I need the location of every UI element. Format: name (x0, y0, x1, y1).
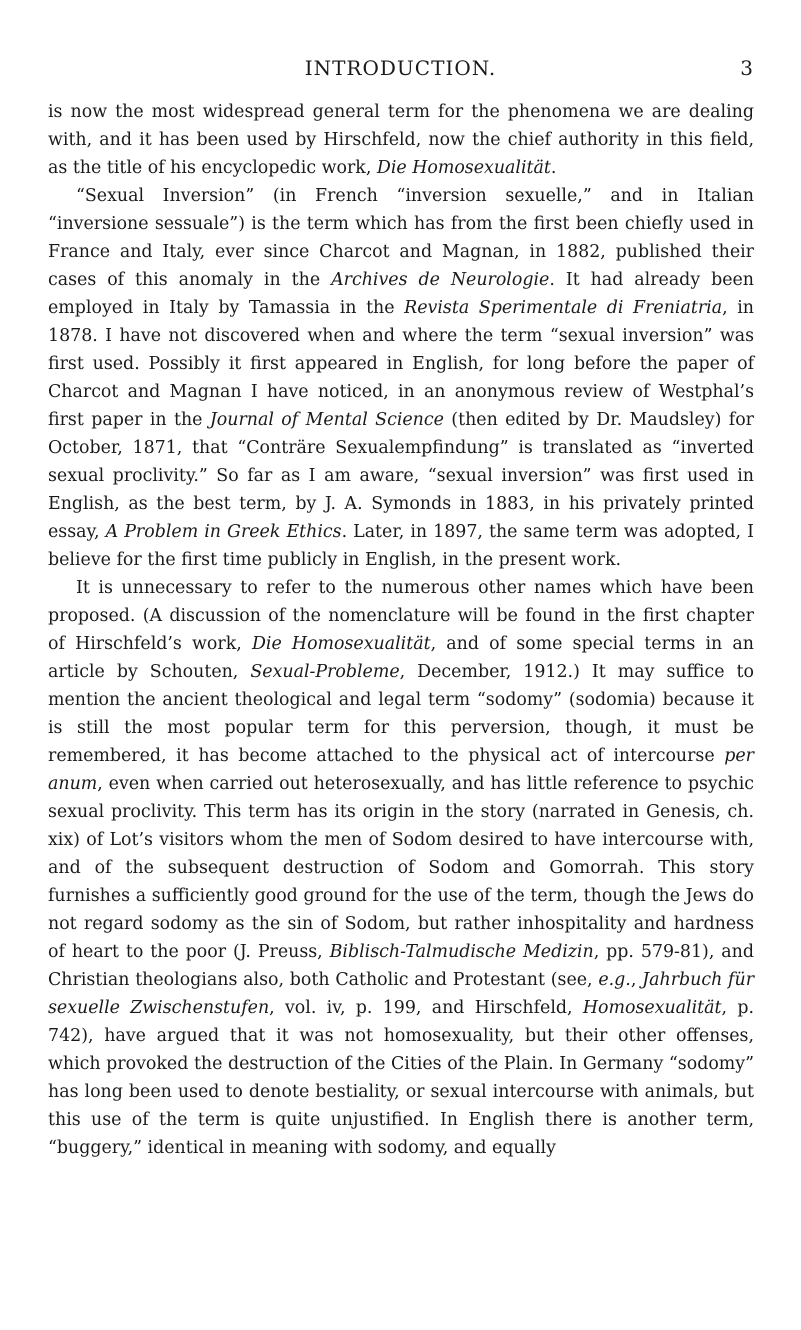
paragraph (48, 574, 754, 1162)
text-run: , pp. 579-81), and Christian theologians also, both Catholic and Protestant (see, (48, 942, 754, 990)
italic-text: A Problem in Greek Ethics (105, 522, 342, 542)
italic-text: Revista Sperimentale di Freniatria (404, 298, 723, 318)
italic-text: Biblisch-Talmudische Medizin (329, 942, 594, 962)
paragraph (48, 98, 754, 182)
italic-text: Die Homosexualität (251, 634, 431, 654)
text-run: . It had already been employed in Italy by Tamassia in the (48, 270, 755, 318)
italic-text: Journal of Mental Science (209, 410, 444, 430)
text-run: . (550, 158, 557, 178)
text-run: , December, 1912.) It may suffice to mention the ancient theological and legal term “sodomy” (sodomia) because it is still the most popular term for this perversion, though, it must be remembered, it has become attached to the physical act of intercourse (48, 662, 754, 766)
page-number: 3 (740, 56, 753, 80)
paragraph (48, 182, 754, 574)
text-run: , and of some special terms in an article by Schouten, (48, 634, 754, 682)
text-run: . Later, in 1897, the same term was adopted, I believe for the first time publicly in English, in the present work. (48, 522, 754, 570)
italic-text: e.g. (598, 970, 631, 990)
text-run: , even when carried out heterosexually, and has little reference to psychic sexual proclivity. This term has its origin in the story (narrated in Genesis, ch. xix) of Lot’s visitors whom the men of Sodom desired to have intercourse with, and of the subsequent destruction of Sodom and Gomorrah. This story furnishes a sufficiently good ground for the use of the term, though the Jews do not regard sodomy as the sin of Sodom, but rather inhospitality and hardness of heart to the poor (J. Preuss, (48, 774, 754, 962)
italic-text: Sexual-Probleme (250, 662, 400, 682)
text-run: (then edited by Dr. Maudsley) for October, 1871, that “Conträre Sexualempfindung” is translated as “inverted sexual proclivity.” So far as I am aware, “sexual inversion” was first used in English, as the best term, by J. A. Symonds in 1883, in his privately printed essay, (48, 410, 754, 542)
italic-text: Die Homosexualität (376, 158, 551, 178)
page-header (48, 56, 753, 86)
italic-text: per anum (48, 746, 754, 794)
text-run: , in 1878. I have not discovered when and where the term “sexual inversion” was first used. Possibly it first appeared in English, for long before the paper of Charcot and Magnan I have noticed, in an anonymous review of Westphal’s first paper in the (48, 298, 754, 430)
text-run: It is unnecessary to refer to the numerous other names which have been proposed. (A discussion of the nomenclature will be found in the first chapter of Hirschfeld’s work, (48, 578, 754, 654)
text-run: , vol. iv, p. 199, and Hirschfeld, (269, 998, 583, 1018)
italic-text: Jahrbuch für sexuelle Zwischenstufen (48, 970, 755, 1018)
italic-text: Archives de Neurologie (331, 270, 550, 290)
text-run: is now the most widespread general term for the phenomena we are dealing with, and it has been used by Hirschfeld, now the chief authority in this field, as the title of his encyclopedic work, (48, 102, 754, 178)
running-head: INTRODUCTION. (304, 56, 497, 80)
body-text (48, 98, 754, 1162)
italic-text: Homosexualität (582, 998, 722, 1018)
text-run: , p. 742), have argued that it was not homosexuality, but their other offenses, which provoked the destruction of the Cities of the Plain. In Germany “sodomy” has long been used to denote bestiality, or sexual intercourse with animals, but this use of the term is quite unjustified. In English there is another term, “buggery,” identical in meaning with sodomy, and equally (48, 998, 755, 1158)
text-run: “Sexual Inversion” (in French “inversion sexuelle,” and in Italian “inversione sessuale”) is the term which has from the first been chiefly used in France and Italy, ever since Charcot and Magnan, in 1882, published their cases of this anomaly in the (48, 186, 754, 290)
text-run: , (630, 970, 643, 990)
